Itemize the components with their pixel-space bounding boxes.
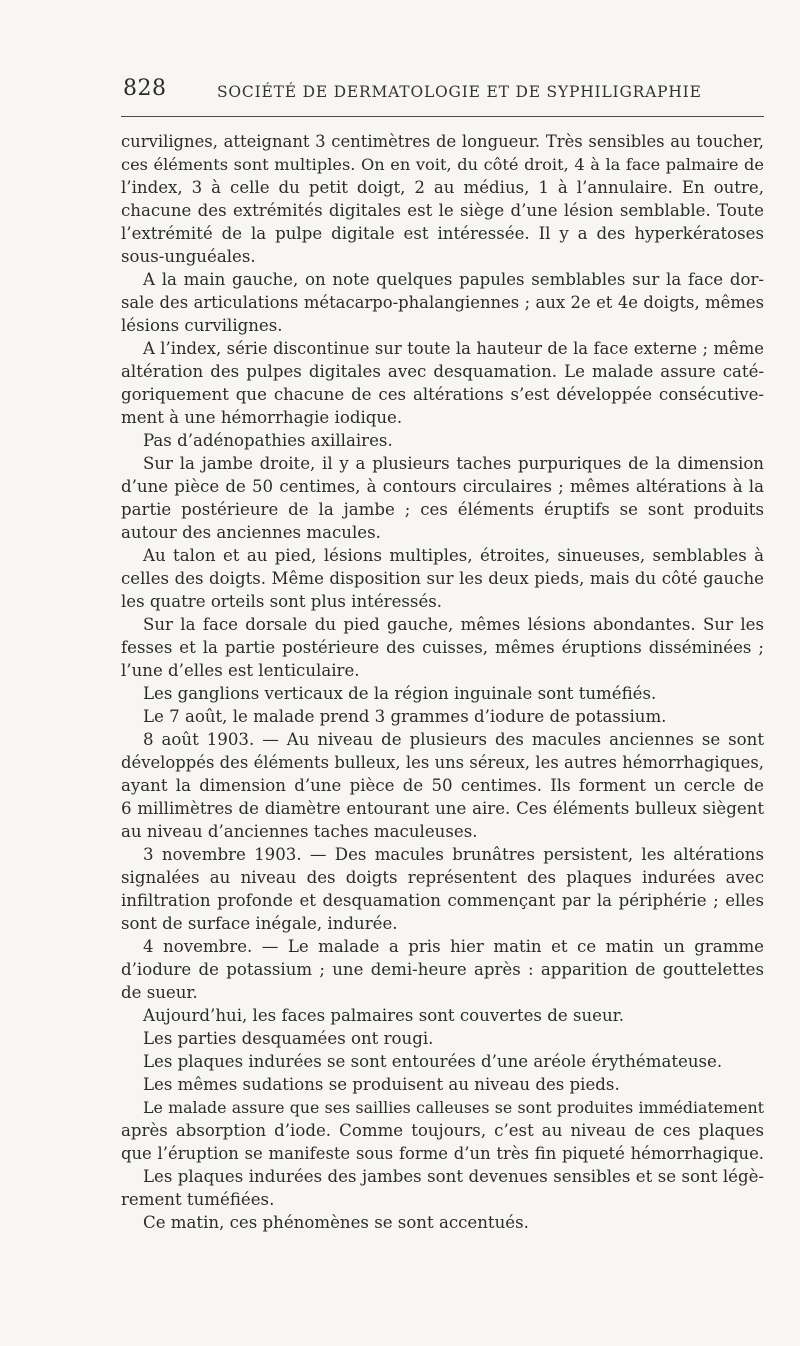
text-line: au niveau d’anciennes taches maculeuses. bbox=[121, 822, 478, 841]
text-line: l’extrémité de la pulpe digitale est intéressée. Il y a des hyperkératoses bbox=[121, 224, 764, 243]
page-number: 828 bbox=[123, 76, 167, 101]
text-line: de sueur. bbox=[121, 983, 198, 1002]
text-line: Pas d’adénopathies axillaires. bbox=[143, 431, 393, 450]
text-line: A la main gauche, on note quelques papules semblables sur la face dor- bbox=[143, 270, 764, 289]
text-line: que l’éruption se manifeste sous forme d’un très fin piqueté hémorrhagique. bbox=[121, 1144, 764, 1163]
text-line: Sur la face dorsale du pied gauche, mêmes lésions abondantes. Sur les bbox=[143, 615, 764, 634]
text-line: Les plaques indurées des jambes sont devenues sensibles et se sont légè- bbox=[143, 1167, 764, 1186]
text-line: développés des éléments bulleux, les uns séreux, les autres hémorrhagiques, bbox=[121, 753, 764, 772]
text-line: d’une pièce de 50 centimes, à contours circulaires ; mêmes altérations à la bbox=[121, 477, 764, 496]
text-line: chacune des extrémités digitales est le siège d’une lésion semblable. Toute bbox=[121, 201, 764, 220]
text-line: l’une d’elles est lenticulaire. bbox=[121, 661, 360, 680]
text-line: 6 millimètres de diamètre entourant une aire. Ces éléments bulleux siègent bbox=[121, 799, 764, 818]
text-line: Les ganglions verticaux de la région inguinale sont tuméfiés. bbox=[143, 684, 657, 703]
text-line: signalées au niveau des doigts représentent des plaques indurées avec bbox=[121, 868, 764, 887]
text-line: lésions curvilignes. bbox=[121, 316, 283, 335]
text-line: sale des articulations métacarpo-phalangiennes ; aux 2e et 4e doigts, mêmes bbox=[121, 293, 764, 312]
text-line: ces éléments sont multiples. On en voit, du côté droit, 4 à la face palmaire de bbox=[121, 155, 764, 174]
header-rule bbox=[121, 116, 764, 117]
document-page bbox=[121, 0, 764, 1346]
text-line: Les mêmes sudations se produisent au niveau des pieds. bbox=[143, 1075, 620, 1094]
text-line: rement tuméfiées. bbox=[121, 1190, 275, 1209]
text-line: Ce matin, ces phénomènes se sont accentués. bbox=[143, 1213, 529, 1232]
text-line: Aujourd’hui, les faces palmaires sont couvertes de sueur. bbox=[143, 1006, 625, 1025]
text-line: sous-unguéales. bbox=[121, 247, 256, 266]
text-line: 8 août 1903. — Au niveau de plusieurs des macules anciennes se sont bbox=[143, 730, 764, 749]
text-line: ment à une hémorrhagie iodique. bbox=[121, 408, 403, 427]
text-line: ayant la dimension d’une pièce de 50 centimes. Ils forment un cercle de bbox=[121, 776, 764, 795]
text-line: Au talon et au pied, lésions multiples, étroites, sinueuses, semblables à bbox=[143, 546, 764, 565]
text-line: A l’index, série discontinue sur toute la hauteur de la face externe ; même bbox=[143, 339, 764, 358]
text-line: 4 novembre. — Le malade a pris hier matin et ce matin un gramme bbox=[143, 937, 764, 956]
text-line: curvilignes, atteignant 3 centimètres de longueur. Très sensibles au toucher, bbox=[121, 132, 764, 151]
text-line: sont de surface inégale, indurée. bbox=[121, 914, 398, 933]
text-line: 3 novembre 1903. — Des macules brunâtres persistent, les altérations bbox=[143, 845, 764, 864]
text-line: les quatre orteils sont plus intéressés. bbox=[121, 592, 443, 611]
running-head: SOCIÉTÉ DE DERMATOLOGIE ET DE SYPHILIGRAPHIE bbox=[217, 83, 702, 101]
body-text bbox=[121, 130, 764, 1234]
text-line: fesses et la partie postérieure des cuisses, mêmes éruptions disséminées ; bbox=[121, 638, 764, 657]
text-line: altération des pulpes digitales avec desquamation. Le malade assure caté- bbox=[121, 362, 764, 381]
text-line: celles des doigts. Même disposition sur les deux pieds, mais du côté gauche bbox=[121, 569, 764, 588]
text-line: Le malade assure que ses saillies calleuses se sont produites immédiatement bbox=[143, 1098, 764, 1117]
text-line: infiltration profonde et desquamation commençant par la périphérie ; elles bbox=[121, 891, 764, 910]
text-line: d’iodure de potassium ; une demi-heure après : apparition de gouttelettes bbox=[121, 960, 764, 979]
text-line: autour des anciennes macules. bbox=[121, 523, 381, 542]
text-line: Les plaques indurées se sont entourées d’une aréole érythémateuse. bbox=[143, 1052, 723, 1071]
text-line: l’index, 3 à celle du petit doigt, 2 au médius, 1 à l’annulaire. En outre, bbox=[121, 178, 764, 197]
text-line: Les parties desquamées ont rougi. bbox=[143, 1029, 434, 1048]
text-line: Sur la jambe droite, il y a plusieurs taches purpuriques de la dimension bbox=[143, 454, 764, 473]
text-line: partie postérieure de la jambe ; ces éléments éruptifs se sont produits bbox=[121, 500, 764, 519]
text-line: après absorption d’iode. Comme toujours, c’est au niveau de ces plaques bbox=[121, 1121, 764, 1140]
text-line: goriquement que chacune de ces altérations s’est développée consécutive- bbox=[121, 385, 764, 404]
text-line: Le 7 août, le malade prend 3 grammes d’iodure de potassium. bbox=[143, 707, 667, 726]
page-header bbox=[121, 76, 764, 106]
